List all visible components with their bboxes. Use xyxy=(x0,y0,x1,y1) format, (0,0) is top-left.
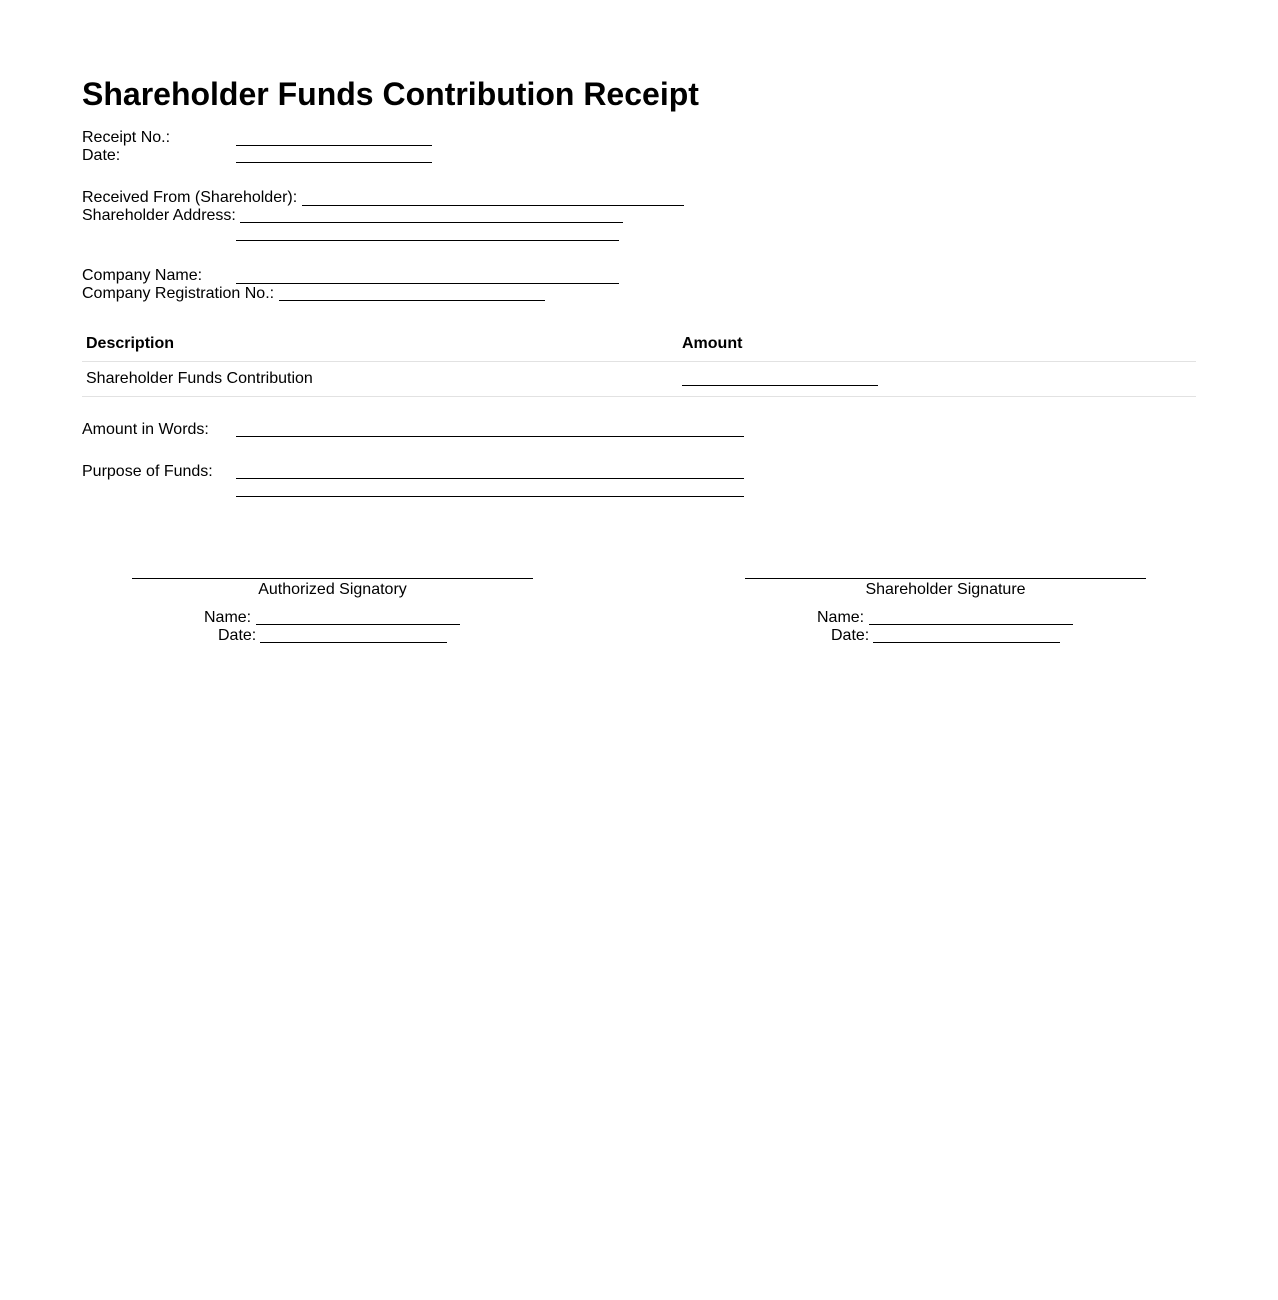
shareholder-signature-line[interactable] xyxy=(745,578,1146,579)
document-title: Shareholder Funds Contribution Receipt xyxy=(82,76,699,112)
shareholder-date-label: Date: xyxy=(831,627,870,644)
table-header-description: Description xyxy=(86,335,175,352)
date-field[interactable] xyxy=(236,162,432,163)
authorized-signatory-name-label: Name: xyxy=(204,609,252,626)
shareholder-name-field[interactable] xyxy=(869,624,1073,625)
shareholder-address-label: Shareholder Address: xyxy=(82,207,236,224)
shareholder-address-field-line2[interactable] xyxy=(236,240,619,241)
table-row-description: Shareholder Funds Contribution xyxy=(86,370,313,387)
shareholder-address-field-line1[interactable] xyxy=(240,222,623,223)
authorized-signatory-signature-line[interactable] xyxy=(132,578,533,579)
company-registration-field[interactable] xyxy=(279,300,545,301)
table-divider-bottom xyxy=(82,396,1196,397)
purpose-of-funds-label: Purpose of Funds: xyxy=(82,463,213,480)
company-name-field[interactable] xyxy=(236,283,619,284)
receipt-no-field[interactable] xyxy=(236,145,432,146)
purpose-of-funds-field-line2[interactable] xyxy=(236,496,744,497)
shareholder-signature-caption: Shareholder Signature xyxy=(865,581,1026,598)
table-header-amount: Amount xyxy=(682,335,743,352)
table-row-amount-field[interactable] xyxy=(682,385,878,386)
authorized-signatory-date-field[interactable] xyxy=(260,642,447,643)
authorized-signatory-name-field[interactable] xyxy=(256,624,460,625)
amount-in-words-label: Amount in Words: xyxy=(82,421,209,438)
amount-in-words-field[interactable] xyxy=(236,436,744,437)
authorized-signatory-caption: Authorized Signatory xyxy=(258,581,407,598)
company-registration-label: Company Registration No.: xyxy=(82,285,275,302)
received-from-field[interactable] xyxy=(302,205,684,206)
date-label: Date: xyxy=(82,147,121,164)
shareholder-date-field[interactable] xyxy=(873,642,1060,643)
shareholder-name-label: Name: xyxy=(817,609,865,626)
company-name-label: Company Name: xyxy=(82,267,203,284)
receipt-no-label: Receipt No.: xyxy=(82,129,171,146)
table-divider-top xyxy=(82,361,1196,362)
purpose-of-funds-field-line1[interactable] xyxy=(236,478,744,479)
authorized-signatory-date-label: Date: xyxy=(218,627,257,644)
received-from-label: Received From (Shareholder): xyxy=(82,189,298,206)
